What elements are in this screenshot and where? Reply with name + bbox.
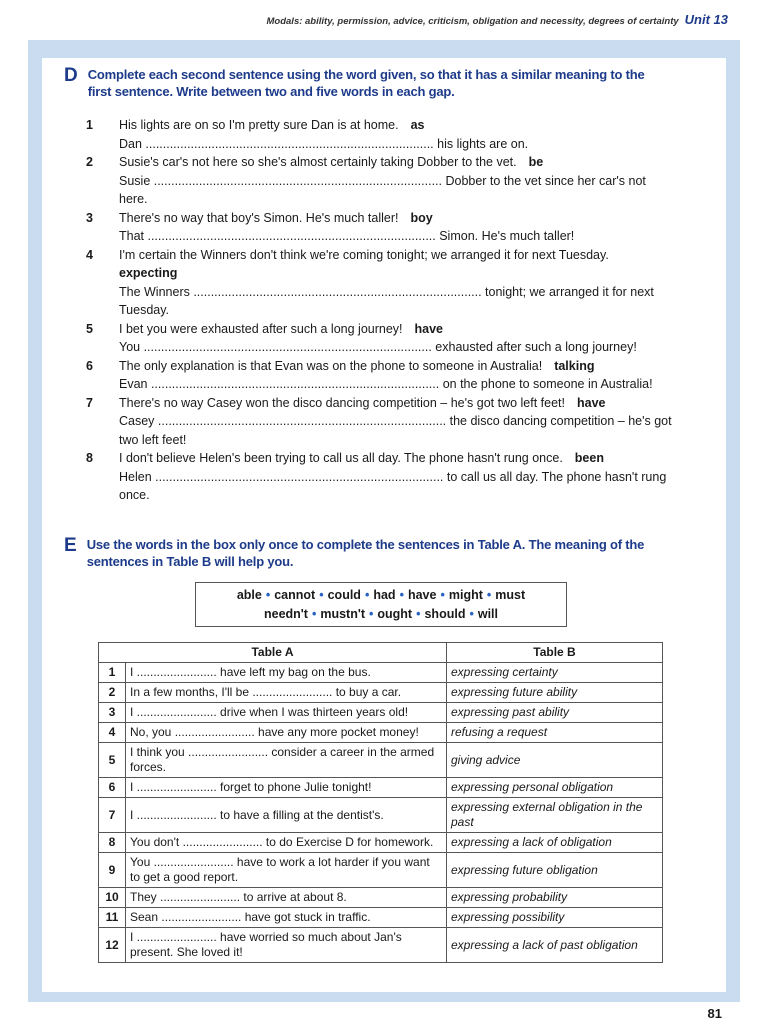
bullet-separator: • bbox=[265, 588, 271, 602]
table-a-cell[interactable]: I think you ........................ consider a career in the armed forces. bbox=[126, 743, 447, 778]
table-a-cell[interactable]: Sean ........................ have got stuck in traffic. bbox=[126, 908, 447, 928]
keyword: been bbox=[574, 451, 604, 465]
box-word: able bbox=[236, 588, 262, 602]
table-row bbox=[99, 853, 663, 888]
item-number: 1 bbox=[86, 118, 93, 132]
row-number: 10 bbox=[99, 888, 126, 908]
table-a-cell[interactable]: I ........................ have worried so much about Jan's present. She loved it! bbox=[126, 928, 447, 963]
gap-sentence[interactable]: The Winners ................................................................................... tonight; we arranged it for next Tuesday. bbox=[119, 284, 654, 317]
table-b-cell: expressing future obligation bbox=[447, 853, 663, 888]
section-e-letter: E bbox=[64, 535, 77, 556]
row-number: 4 bbox=[99, 723, 126, 743]
running-header bbox=[267, 12, 729, 27]
exercise-item bbox=[86, 357, 676, 394]
keyword: expecting bbox=[119, 266, 178, 280]
box-word: will bbox=[477, 607, 498, 621]
gap-sentence[interactable]: Casey ................................................................................... the disco dancing competition – he's got two left feet! bbox=[119, 414, 672, 447]
gap-sentence[interactable]: Helen ................................................................................... to call us all day. The phone hasn't rung once. bbox=[119, 469, 667, 502]
exercise-item bbox=[86, 320, 676, 357]
first-sentence: The only explanation is that Evan was on the phone to someone in Australia! bbox=[119, 358, 543, 373]
row-number: 1 bbox=[99, 663, 126, 683]
table-b-cell: refusing a request bbox=[447, 723, 663, 743]
table-b-cell: expressing probability bbox=[447, 888, 663, 908]
header-title: Modals: ability, permission, advice, criticism, obligation and necessity, degrees of certainty bbox=[266, 16, 679, 27]
table-b-cell: expressing personal obligation bbox=[447, 778, 663, 798]
table-a-cell[interactable]: I ........................ to have a filling at the dentist's. bbox=[126, 798, 447, 833]
keyword: boy bbox=[410, 210, 433, 225]
box-word: needn't bbox=[264, 607, 308, 621]
section-e-heading bbox=[64, 536, 674, 570]
gap-sentence[interactable]: You ................................................................................... exhausted after such a long journey! bbox=[119, 340, 637, 354]
row-number: 11 bbox=[99, 908, 126, 928]
table-a-cell[interactable]: They ........................ to arrive at about 8. bbox=[126, 888, 447, 908]
word-box-line-1 bbox=[196, 586, 566, 605]
row-number: 8 bbox=[99, 833, 126, 853]
table-row bbox=[99, 683, 663, 703]
box-word: might bbox=[448, 588, 483, 602]
table-b-cell: expressing a lack of past obligation bbox=[447, 928, 663, 963]
row-number: 3 bbox=[99, 703, 126, 723]
table-b-cell: expressing past ability bbox=[447, 703, 663, 723]
row-number: 7 bbox=[99, 798, 126, 833]
first-sentence: I don't believe Helen's been trying to call us all day. The phone hasn't rung once. bbox=[119, 451, 563, 465]
table-b-cell: expressing possibility bbox=[447, 908, 663, 928]
exercise-item bbox=[86, 394, 676, 450]
box-word: cannot bbox=[274, 588, 316, 602]
table-a-cell[interactable]: I ........................ forget to phone Julie tonight! bbox=[126, 778, 447, 798]
section-d-letter: D bbox=[64, 65, 78, 86]
word-box-line-2 bbox=[196, 605, 566, 624]
row-number: 5 bbox=[99, 743, 126, 778]
bullet-separator: • bbox=[440, 588, 445, 602]
section-d-instruction: Complete each second sentence using the word given, so that it has a similar meaning to the first sentence. Write between two and five words in each gap. bbox=[87, 67, 645, 99]
section-e-instruction: Use the words in the box only once to complete the sentences in Table A. The meaning of the sentences in Table B will help you. bbox=[86, 537, 645, 569]
exercise-item bbox=[86, 449, 676, 505]
table-a-cell[interactable]: I ........................ have left my bag on the bus. bbox=[126, 663, 447, 683]
bullet-separator: • bbox=[311, 607, 317, 621]
table-row bbox=[99, 778, 663, 798]
first-sentence: There's no way that boy's Simon. He's much taller! bbox=[119, 210, 399, 225]
box-word: ought bbox=[377, 607, 413, 621]
exercise-item bbox=[86, 246, 676, 320]
gap-sentence[interactable]: Evan ................................................................................... on the phone to someone in Australia! bbox=[119, 377, 653, 391]
section-d-heading bbox=[64, 66, 664, 100]
gap-sentence[interactable]: That ................................................................................... Simon. He's much taller! bbox=[119, 229, 575, 243]
item-number: 2 bbox=[86, 155, 93, 169]
bullet-separator: • bbox=[368, 607, 374, 621]
table-row bbox=[99, 908, 663, 928]
keyword: have bbox=[577, 395, 606, 410]
table-row bbox=[99, 743, 663, 778]
table-b-cell: expressing certainty bbox=[447, 663, 663, 683]
table-b-cell: giving advice bbox=[447, 743, 663, 778]
table-row bbox=[99, 888, 663, 908]
table-row bbox=[99, 723, 663, 743]
keyword: have bbox=[414, 321, 444, 336]
table-row bbox=[99, 798, 663, 833]
bullet-separator: • bbox=[319, 588, 324, 602]
table-row bbox=[99, 833, 663, 853]
keyword: be bbox=[528, 155, 544, 169]
exercise-item bbox=[86, 153, 676, 209]
table-a-cell[interactable]: You ........................ have to work a lot harder if you want to get a good report. bbox=[126, 853, 447, 888]
bullet-separator: • bbox=[486, 588, 492, 602]
row-number: 2 bbox=[99, 683, 126, 703]
bullet-separator: • bbox=[399, 588, 404, 602]
item-number: 8 bbox=[86, 451, 93, 465]
box-word: could bbox=[327, 588, 361, 602]
item-number: 5 bbox=[86, 321, 93, 336]
table-b-cell: expressing external obligation in the past bbox=[447, 798, 663, 833]
box-word: have bbox=[407, 588, 437, 602]
unit-label: Unit 13 bbox=[684, 12, 728, 27]
table-a-cell[interactable]: I ........................ drive when I was thirteen years old! bbox=[126, 703, 447, 723]
item-number: 7 bbox=[86, 395, 93, 410]
bullet-separator: • bbox=[364, 588, 370, 602]
item-number: 4 bbox=[86, 247, 93, 262]
item-number: 3 bbox=[86, 210, 93, 225]
exercise-item bbox=[86, 116, 676, 153]
keyword: talking bbox=[554, 358, 595, 373]
bullet-separator: • bbox=[416, 607, 421, 621]
first-sentence: I bet you were exhausted after such a long journey! bbox=[119, 321, 403, 336]
gap-sentence[interactable]: Susie ................................................................................... Dobber to the vet since her car's not here. bbox=[119, 173, 646, 206]
row-number: 6 bbox=[99, 778, 126, 798]
box-word: should bbox=[424, 607, 466, 621]
table-row bbox=[99, 928, 663, 963]
table-row bbox=[99, 663, 663, 683]
row-number: 9 bbox=[99, 853, 126, 888]
table-row bbox=[99, 703, 663, 723]
item-number: 6 bbox=[86, 358, 93, 373]
exercise-item bbox=[86, 209, 676, 246]
matching-table bbox=[98, 642, 663, 963]
keyword: as bbox=[410, 118, 425, 132]
gap-sentence[interactable]: Dan ................................................................................... his lights are on. bbox=[119, 136, 529, 151]
box-word: had bbox=[373, 588, 396, 602]
table-a-cell[interactable]: In a few months, I'll be ........................ to buy a car. bbox=[126, 683, 447, 703]
row-number: 12 bbox=[99, 928, 126, 963]
first-sentence: I'm certain the Winners don't think we're coming tonight; we arranged it for next Tuesday. bbox=[119, 247, 609, 262]
section-d-items bbox=[86, 116, 676, 505]
table-a-cell[interactable]: You don't ........................ to do Exercise D for homework. bbox=[126, 833, 447, 853]
first-sentence: His lights are on so I'm pretty sure Dan is at home. bbox=[119, 118, 399, 132]
first-sentence: There's no way Casey won the disco dancing competition – he's got two left feet! bbox=[119, 395, 565, 410]
bullet-separator: • bbox=[469, 607, 474, 621]
box-word: must bbox=[495, 588, 526, 602]
table-a-header: Table A bbox=[99, 643, 447, 663]
table-b-header: Table B bbox=[447, 643, 663, 663]
table-a-cell[interactable]: No, you ........................ have any more pocket money! bbox=[126, 723, 447, 743]
word-box bbox=[195, 582, 567, 627]
table-b-cell: expressing future ability bbox=[447, 683, 663, 703]
box-word: mustn't bbox=[320, 607, 365, 621]
first-sentence: Susie's car's not here so she's almost certainly taking Dobber to the vet. bbox=[119, 155, 517, 169]
page-number: 81 bbox=[707, 1006, 722, 1021]
table-b-cell: expressing a lack of obligation bbox=[447, 833, 663, 853]
